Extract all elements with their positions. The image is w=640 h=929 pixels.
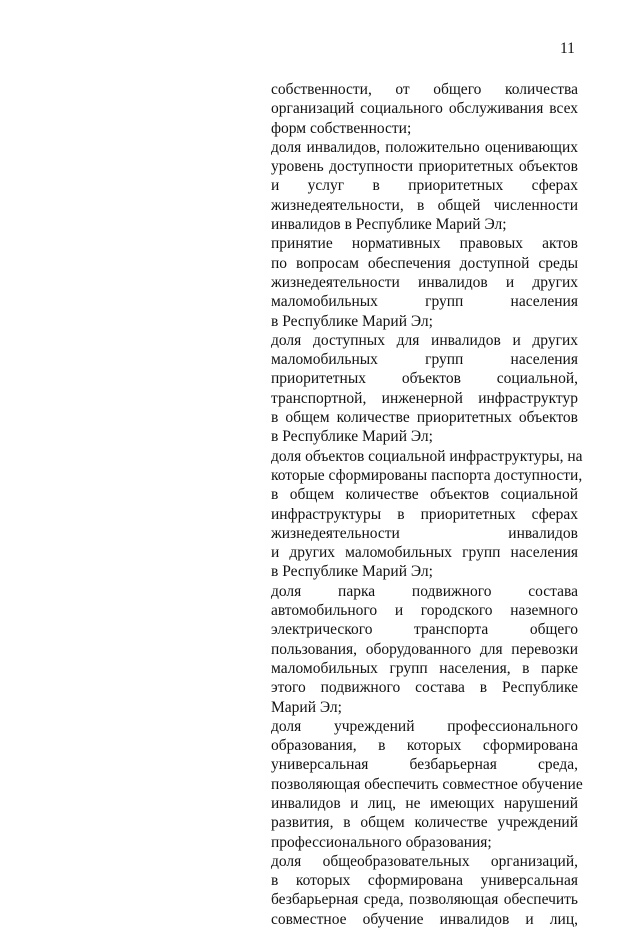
text-line: доля инвалидов, положительно оценивающих (271, 138, 578, 156)
text-line: инвалидов в Республике Марий Эл; (271, 216, 507, 234)
text-line: совместное обучение инвалидов и лиц, (271, 910, 578, 928)
text-line: автомобильного и городского наземного (271, 602, 578, 620)
text-line: собственности, от общего количества (271, 81, 578, 98)
text-line: безбарьерная среда, позволяющая обеспечить (271, 891, 578, 909)
text-line: инвалидов и лиц, не имеющих нарушений (271, 794, 578, 812)
text-line: организаций социального обслуживания всех (271, 100, 578, 118)
text-line: уровень доступности приоритетных объектов (271, 158, 578, 176)
text-line: транспортной, инженерной инфраструктур (271, 389, 578, 407)
text-column (271, 80, 583, 929)
text-line: универсальная безбарьерная среда, (271, 756, 578, 774)
text-line: маломобильных групп населения, в парке (271, 659, 578, 677)
text-line: инфраструктуры в приоритетных сферах (271, 505, 578, 523)
text-line: в которых сформирована универсальная (271, 872, 578, 890)
text-line: приоритетных объектов социальной, (271, 370, 578, 388)
text-line: и других маломобильных групп населения (271, 544, 578, 562)
text-line: маломобильных групп населения (271, 351, 578, 369)
text-line: электрического транспорта общего (271, 621, 578, 639)
text-line: в Республике Марий Эл; (271, 428, 433, 446)
text-line: принятие нормативных правовых актов (271, 235, 578, 253)
text-line: в общем количестве приоритетных объектов (271, 409, 578, 427)
text-line: и услуг в приоритетных сферах (271, 177, 578, 195)
text-line: жизнедеятельности инвалидов и других (271, 273, 578, 291)
text-line: пользования, оборудованного для перевозки (271, 640, 578, 658)
text-line: этого подвижного состава в Республике (271, 679, 578, 697)
text-line: развития, в общем количестве учреждений (271, 814, 578, 832)
text-line: профессионального образования; (271, 833, 492, 851)
text-line: образования, в которых сформирована (271, 737, 578, 755)
text-line: доля учреждений профессионального (271, 717, 578, 735)
text-line: маломобильных групп населения (271, 293, 578, 311)
text-line: форм собственности; (271, 119, 412, 137)
text-line: по вопросам обеспечения доступной среды (271, 254, 578, 272)
text-line: в общем количестве объектов социальной (271, 486, 578, 504)
text-line: которые сформированы паспорта доступности, (271, 466, 583, 484)
text-line: в Республике Марий Эл; (271, 563, 433, 581)
text-line: позволяющая обеспечить совместное обучение (271, 775, 583, 793)
text-line: в Республике Марий Эл; (271, 312, 433, 330)
text-line: доля общеобразовательных организаций, (271, 852, 578, 870)
text-line: доля парка подвижного состава (271, 582, 578, 600)
text-line: доля объектов социальной инфраструктуры, на (271, 447, 583, 465)
text-line: Марий Эл; (271, 698, 342, 716)
text-line: жизнедеятельности, в общей численности (271, 196, 578, 214)
text-line: доля доступных для инвалидов и других (271, 331, 578, 349)
page-number: 11 (560, 40, 575, 57)
text-line: жизнедеятельности инвалидов (271, 524, 578, 542)
